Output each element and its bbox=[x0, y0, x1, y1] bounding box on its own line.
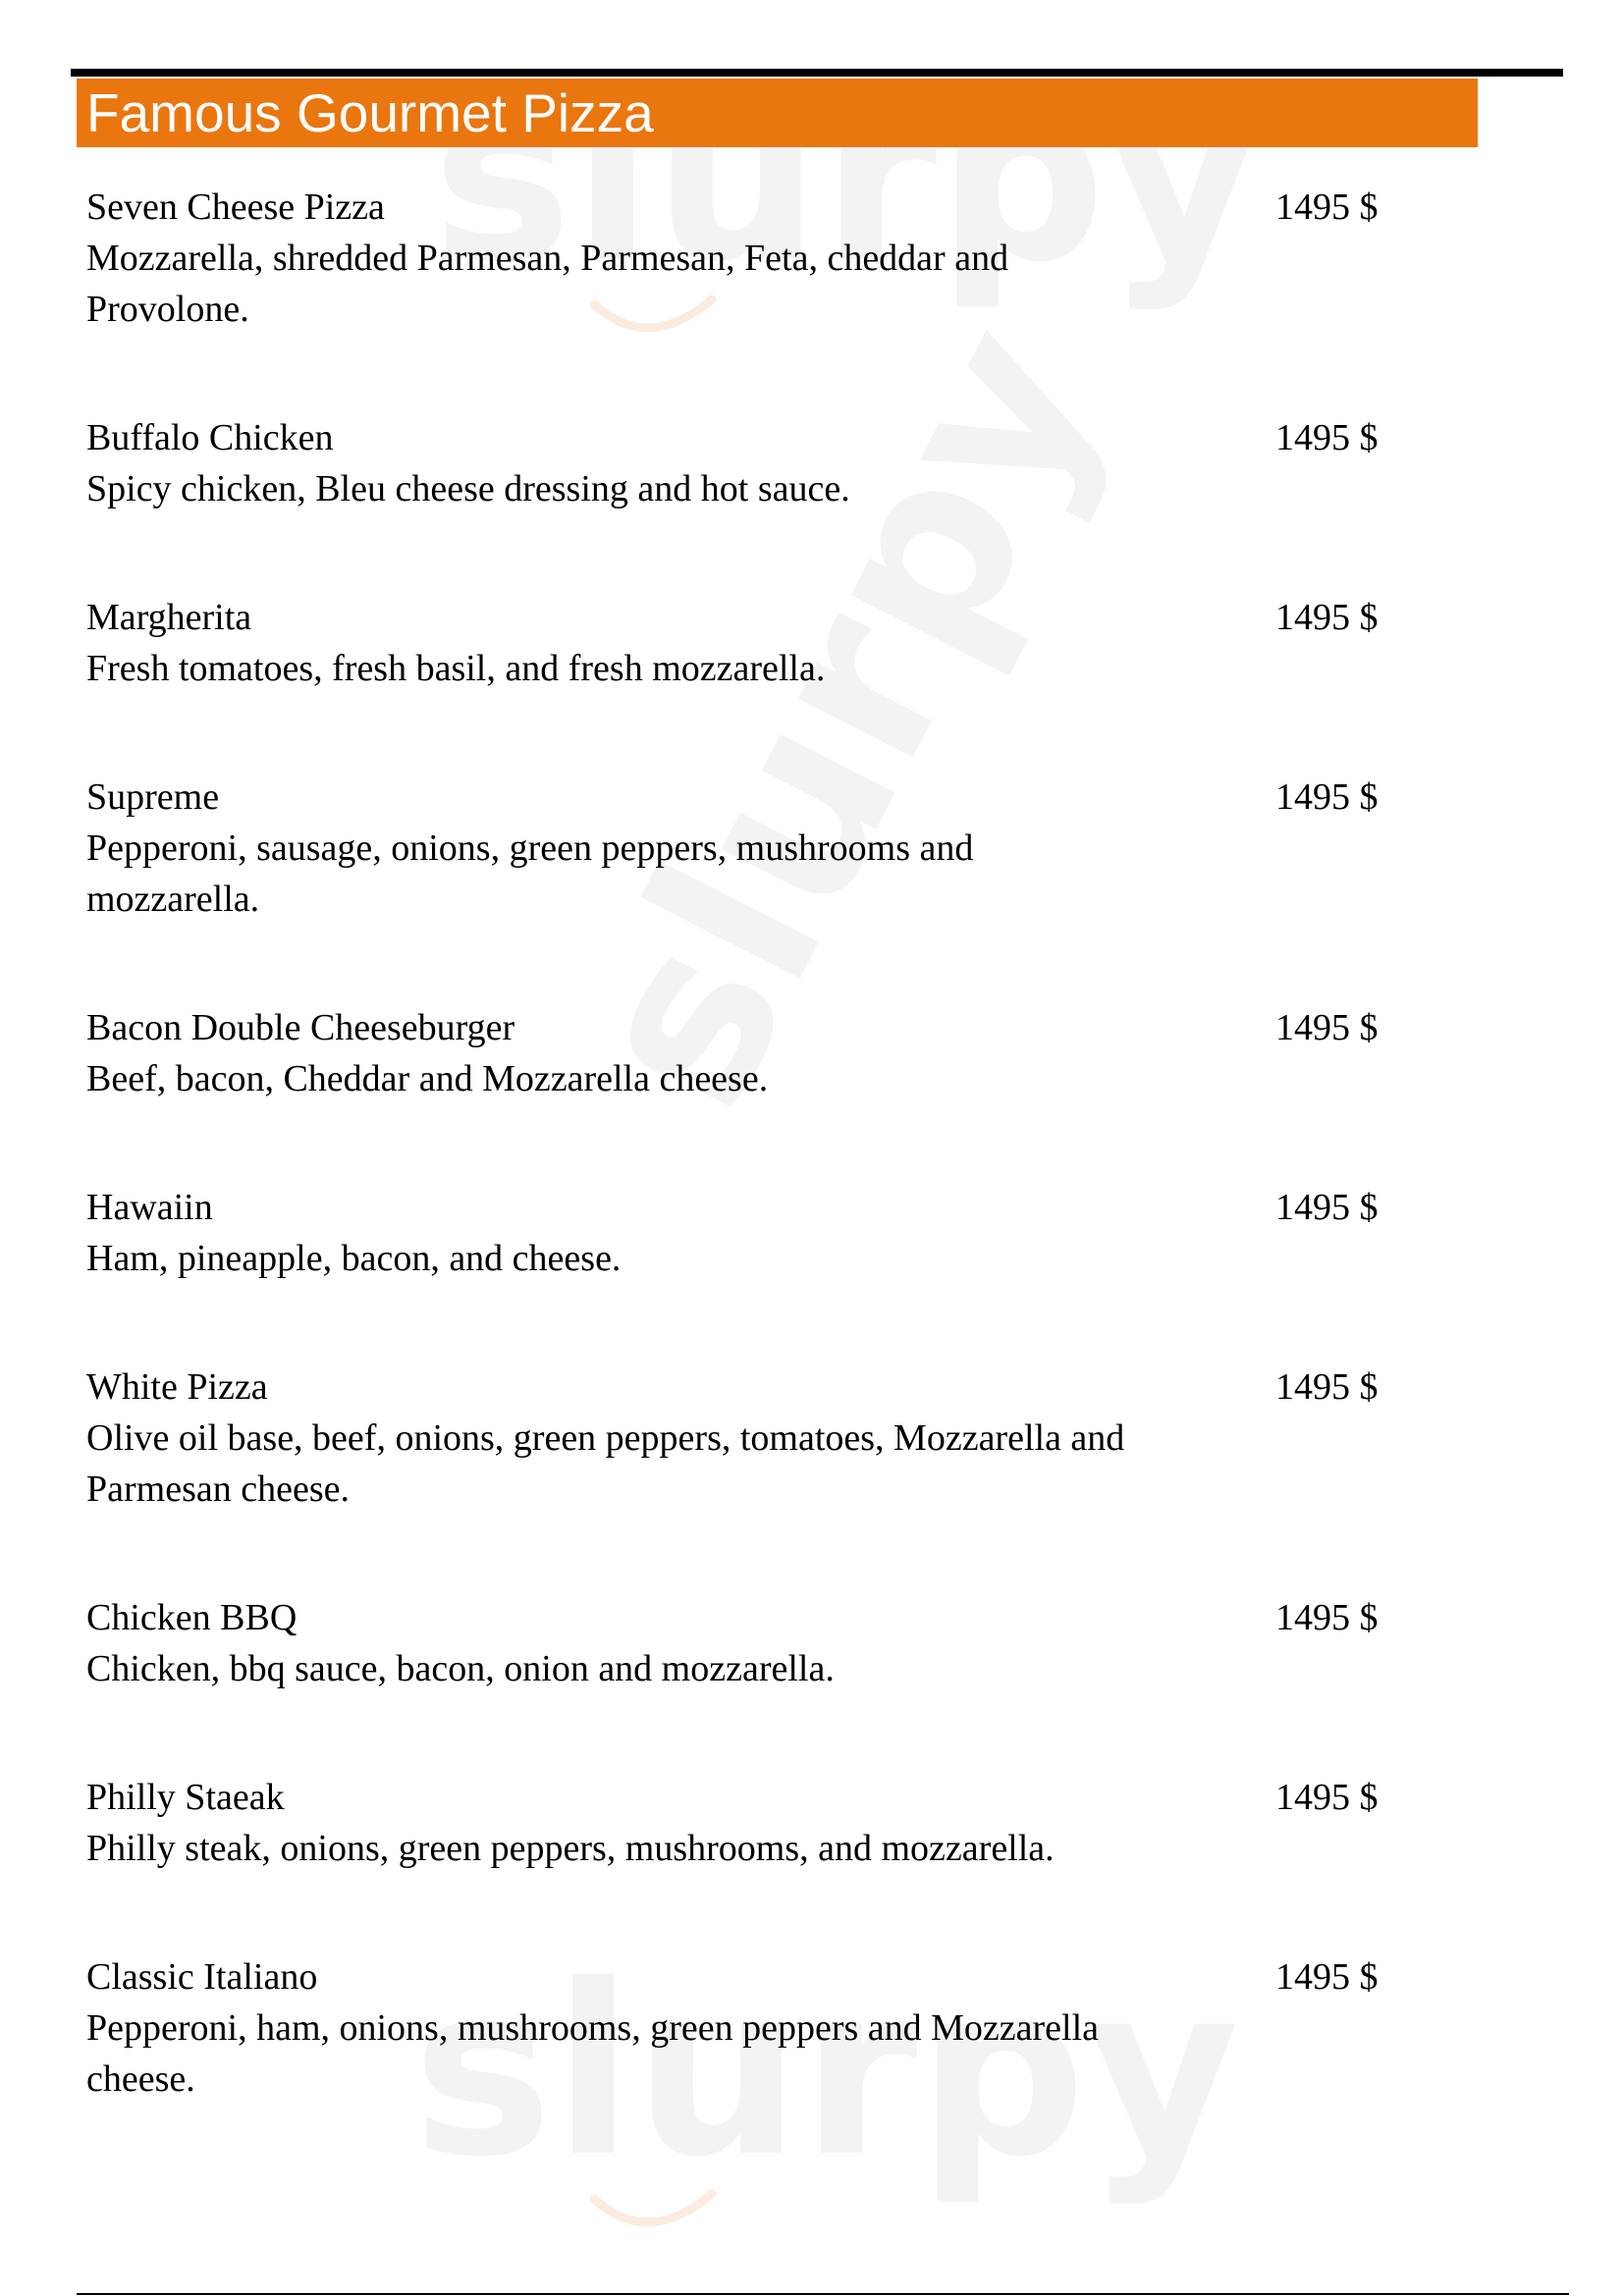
item-name: Classic Italiano bbox=[86, 1956, 318, 1998]
item-price: 1495 $ bbox=[1275, 1187, 1379, 1228]
item-price: 1495 $ bbox=[1275, 776, 1379, 818]
item-description bbox=[86, 2002, 1099, 2105]
item-name: Philly Staeak bbox=[86, 1777, 285, 1818]
item-description bbox=[86, 643, 825, 694]
item-description-line: Provolone. bbox=[86, 289, 249, 330]
item-description-line: Philly steak, onions, green peppers, mushrooms, and mozzarella. bbox=[86, 1828, 1055, 1869]
item-name: Hawaiin bbox=[86, 1187, 213, 1228]
item-description-line: Olive oil base, beef, onions, green peppers, tomatoes, Mozzarella and bbox=[86, 1417, 1125, 1459]
item-name: Supreme bbox=[86, 776, 220, 818]
item-name: Margherita bbox=[86, 597, 252, 638]
item-description bbox=[86, 1053, 768, 1104]
item-price: 1495 $ bbox=[1275, 417, 1379, 458]
item-description-line: Pepperoni, sausage, onions, green peppers, mushrooms and bbox=[86, 828, 974, 869]
item-description-line: Parmesan cheese. bbox=[86, 1468, 350, 1510]
item-price: 1495 $ bbox=[1275, 1777, 1379, 1818]
item-description-line: Mozzarella, shredded Parmesan, Parmesan, Feta, cheddar and bbox=[86, 238, 1009, 279]
item-description bbox=[86, 1233, 621, 1284]
item-description-line: Ham, pineapple, bacon, and cheese. bbox=[86, 1238, 622, 1279]
item-description-line: Beef, bacon, Cheddar and Mozzarella cheese. bbox=[86, 1058, 769, 1099]
item-description-line: Spicy chicken, Bleu cheese dressing and hot sauce. bbox=[86, 468, 850, 509]
item-name: Seven Cheese Pizza bbox=[86, 187, 385, 228]
item-description-line: cheese. bbox=[86, 2058, 195, 2100]
item-description bbox=[86, 233, 1008, 335]
section-title: Famous Gourmet Pizza bbox=[86, 82, 654, 143]
item-price: 1495 $ bbox=[1275, 1597, 1379, 1638]
item-name: Buffalo Chicken bbox=[86, 417, 334, 458]
item-price: 1495 $ bbox=[1275, 187, 1379, 228]
item-price: 1495 $ bbox=[1275, 1956, 1379, 1998]
item-price: 1495 $ bbox=[1275, 597, 1379, 638]
item-description bbox=[86, 823, 973, 925]
item-description-line: Pepperoni, ham, onions, mushrooms, green peppers and Mozzarella bbox=[86, 2007, 1100, 2049]
item-price: 1495 $ bbox=[1275, 1007, 1379, 1048]
item-description bbox=[86, 463, 850, 514]
item-name: Chicken BBQ bbox=[86, 1597, 298, 1638]
item-price: 1495 $ bbox=[1275, 1366, 1379, 1408]
item-name: White Pizza bbox=[86, 1366, 268, 1408]
item-description bbox=[86, 1413, 1124, 1515]
item-description-line: Chicken, bbq sauce, bacon, onion and mozzarella. bbox=[86, 1648, 835, 1689]
item-name: Bacon Double Cheeseburger bbox=[86, 1007, 515, 1048]
item-description-line: Fresh tomatoes, fresh basil, and fresh mozzarella. bbox=[86, 648, 826, 689]
item-description bbox=[86, 1643, 835, 1694]
bottom-rule bbox=[77, 2293, 1569, 2295]
item-description bbox=[86, 1823, 1055, 1874]
item-description-line: mozzarella. bbox=[86, 879, 260, 920]
